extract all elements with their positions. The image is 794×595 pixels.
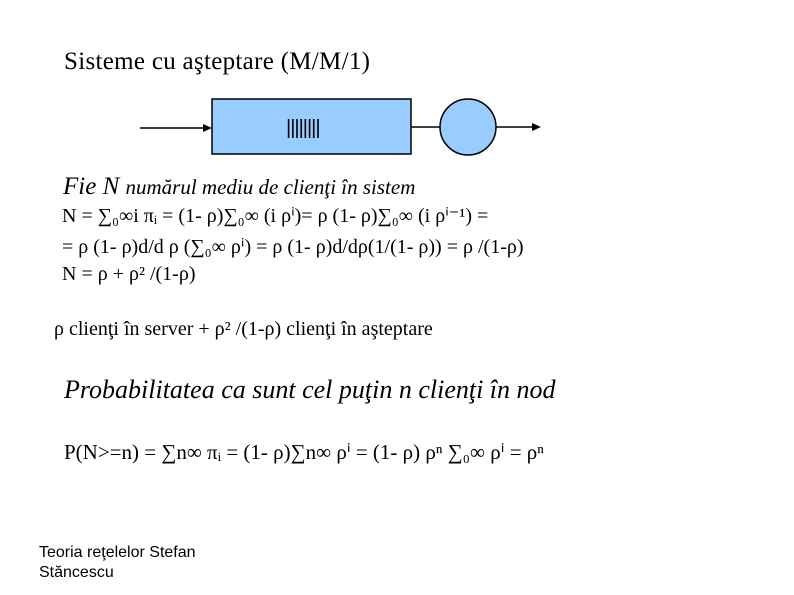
footer-line-2: Stăncescu [39,564,114,581]
probability-heading: Probabilitatea ca sunt cel puţin n clienţi în nod [64,375,556,404]
equation-line-3: N = ρ + ρ² /(1-ρ) [62,263,196,285]
footer-credit [39,543,196,583]
definition-line [63,173,415,201]
departure-arrowhead [532,123,541,131]
definition-text: numărul mediu de clienţi în sistem [125,175,416,199]
interpretation-line: ρ clienţi în server + ρ² /(1-ρ) clienţi în aşteptare [54,318,433,340]
footer-line-1: Teoria reţelelor Stefan [39,544,196,561]
server-circle [440,99,496,155]
equation-line-1: N = ∑₀∞i πᵢ = (1- ρ)∑₀∞ (i ρⁱ)= ρ (1- ρ)∑₀∞ (i ρⁱ⁻¹) = [62,205,489,227]
slide-title: Sisteme cu aşteptare (M/M/1) [64,48,371,75]
definition-lead: Fie N [63,173,120,200]
queued-customers-marks: |||||||| [286,117,320,139]
probability-equation: P(N>=n) = ∑n∞ πᵢ = (1- ρ)∑n∞ ρⁱ = (1- ρ) ρⁿ ∑₀∞ ρⁱ = ρⁿ [64,440,544,464]
arrival-arrowhead [203,124,212,132]
equation-line-2: = ρ (1- ρ)d/d ρ (∑₀∞ ρⁱ) = ρ (1- ρ)d/dρ(1/(1- ρ)) = ρ /(1-ρ) [62,236,524,258]
